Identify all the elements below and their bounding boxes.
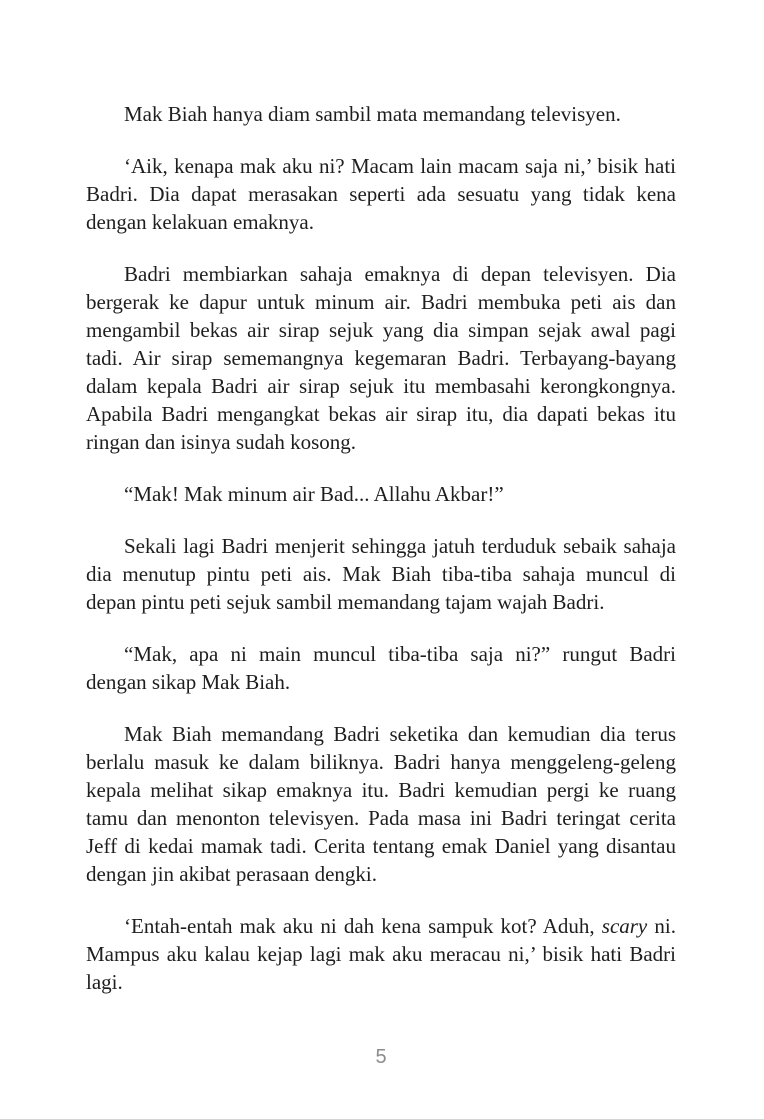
text-run: “Mak! Mak minum air Bad... Allahu Akbar!” bbox=[124, 482, 504, 506]
text-run: Mak Biah hanya diam sambil mata memandang televisyen. bbox=[124, 102, 621, 126]
paragraph bbox=[86, 260, 676, 456]
text-run: ni. Mampus aku kalau kejap lagi mak aku meracau ni,’ bisik hati Badri lagi. bbox=[86, 914, 676, 994]
paragraph bbox=[86, 912, 676, 996]
paragraph bbox=[86, 100, 676, 128]
text-run: ‘Entah-entah mak aku ni dah kena sampuk kot? Aduh, bbox=[124, 914, 602, 938]
page-number: 5 bbox=[375, 1046, 387, 1068]
paragraph bbox=[86, 532, 676, 616]
paragraph bbox=[86, 152, 676, 236]
paragraph bbox=[86, 480, 676, 508]
text-run: scary bbox=[601, 914, 648, 938]
text-run: Sekali lagi Badri menjerit sehingga jatuh terduduk sebaik sahaja dia menutup pintu peti ais. Mak Biah tiba-tiba sahaja muncul di depan pintu peti sejuk sambil memandang tajam wajah Badri. bbox=[86, 534, 676, 614]
body-text bbox=[86, 100, 676, 1020]
paragraph bbox=[86, 720, 676, 888]
text-run: Mak Biah memandang Badri seketika dan kemudian dia terus berlalu masuk ke dalam biliknya. Badri hanya menggeleng-geleng kepala melihat sikap emaknya itu. Badri kemudian pergi ke ruang tamu dan menonton televisyen. Pada masa ini Badri teringat cerita Jeff di kedai mamak tadi. Cerita tentang emak Daniel yang disantau dengan jin akibat perasaan dengki. bbox=[86, 722, 676, 886]
text-run: “Mak, apa ni main muncul tiba-tiba saja ni?” rungut Badri dengan sikap Mak Biah. bbox=[86, 642, 676, 694]
text-run: Badri membiarkan sahaja emaknya di depan televisyen. Dia bergerak ke dapur untuk minum air. Badri membuka peti ais dan mengambil bekas air sirap sejuk yang dia simpan sejak awal pagi tadi. Air sirap sememangnya kegemaran Badri. Terbayang-bayang dalam kepala Badri air sirap sejuk itu membasahi kerongkongnya. Apabila Badri mengangkat bekas air sirap itu, dia dapati bekas itu ringan dan isinya sudah kosong. bbox=[86, 262, 676, 454]
paragraph bbox=[86, 640, 676, 696]
text-run: ‘Aik, kenapa mak aku ni? Macam lain macam saja ni,’ bisik hati Badri. Dia dapat merasakan seperti ada sesuatu yang tidak kena dengan kelakuan emaknya. bbox=[86, 154, 676, 234]
